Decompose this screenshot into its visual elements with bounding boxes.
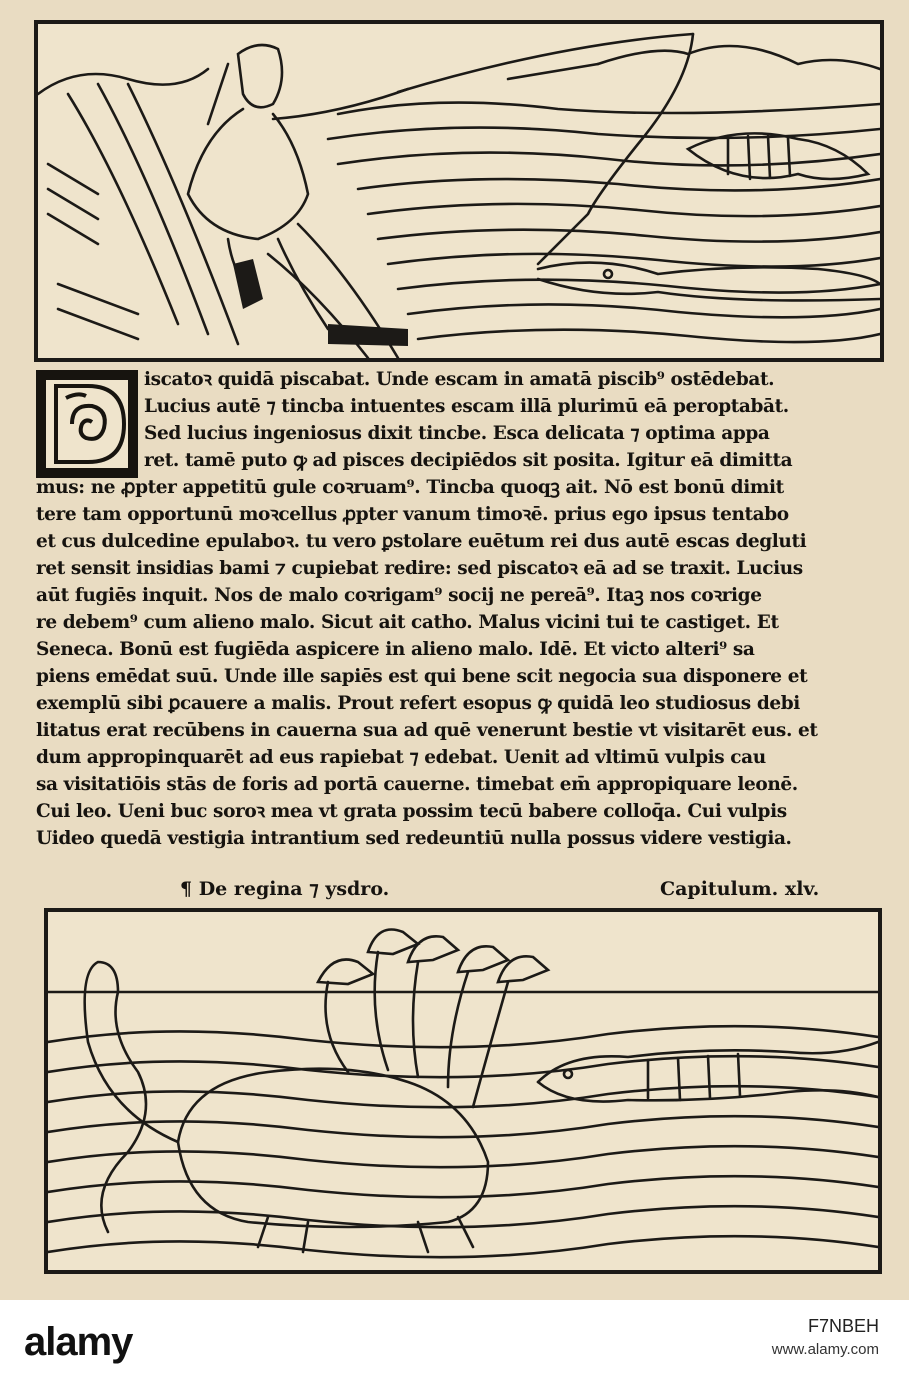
- woodcut-hydra: [44, 908, 882, 1274]
- hydra-illustration: [48, 912, 878, 1270]
- text-line: Cui leo. Ueni buc soroꝛ mea vt grata possim tecū babere colloq̄a. Cui vulpis: [36, 801, 787, 822]
- text-line: Uideo quedā vestigia intrantium sed redeuntiū nulla possus videre vestigia.: [36, 828, 792, 849]
- text-line: Sed lucius ingeniosus dixit tincbe. Esca delicata ⁊ optima appa: [144, 423, 770, 444]
- text-line: dum appropinquarēt ad eus rapiebat ⁊ edebat. Uenit ad vltimū vulpis cau: [36, 747, 766, 768]
- text-line: litatus erat recūbens in cauerna sua ad quē venerunt bestie vt visitarēt eus. et: [36, 720, 818, 741]
- text-line: et cus dulcedine epulaboꝛ. tu vero ꝑstolare euētum rei dus autē escas degluti: [36, 531, 807, 552]
- decorated-initial: [36, 370, 138, 478]
- image-id-block: [772, 1316, 879, 1358]
- text-line: mus: ne ꝓpter appetitū gule coꝛruam⁹. Tincba quoqꝫ ait. Nō est bonū dimit: [36, 477, 784, 498]
- text-line: tere tam opportunū moꝛcellus ꝓpter vanum timoꝛē. prius ego ipsus tentabo: [36, 504, 789, 525]
- text-block: [36, 366, 886, 866]
- text-line: piens emēdat suū. Unde ille sapiēs est qui bene scit negocia sua disponere et: [36, 666, 808, 687]
- text-line: aūt fugiēs inquit. Nos de malo coꝛrigam⁹ socij ne pereā⁹. Itaꝫ nos coꝛrige: [36, 585, 762, 606]
- alamy-logo: alamy: [24, 1320, 133, 1364]
- text-line: re debem⁹ cum alieno malo. Sicut ait catho. Malus vicini tui te castiget. Et: [36, 612, 779, 633]
- text-line: ret. tamē puto ꝙ ad pisces decipiēdos sit posita. Igitur eā dimitta: [144, 450, 793, 471]
- watermark-bar: [0, 1300, 909, 1390]
- text-line: ret sensit insidias bami ⁊ cupiebat redire: sed piscatoꝛ eā ad se traxit. Lucius: [36, 558, 803, 579]
- text-line: Seneca. Bonū est fugiēda aspicere in alieno malo. Idē. Et victo alteri⁹ sa: [36, 639, 755, 660]
- fisherman-illustration: [38, 24, 880, 358]
- image-code: F7NBEH: [807, 1316, 879, 1336]
- chapter-number: Capitulum. xlv.: [660, 878, 820, 900]
- watermark-url: www.alamy.com: [771, 1341, 879, 1358]
- text-line: exemplū sibi ꝑcauere a malis. Prout refert esopus ꝙ quidā leo studiosus debi: [36, 693, 800, 714]
- chapter-title: ¶ De regina ⁊ ysdro.: [180, 878, 390, 900]
- text-line: Lucius autē ⁊ tincba intuentes escam illā plurimū eā peroptabāt.: [144, 396, 789, 417]
- text-line: iscatoꝛ quidā piscabat. Unde escam in amatā piscib⁹ ostēdebat.: [144, 369, 775, 390]
- text-line: sa visitatiōis stās de foris ad portā cauerne. timebat em̄ appropiquare leonē.: [36, 774, 798, 795]
- woodcut-fisherman: [34, 20, 884, 362]
